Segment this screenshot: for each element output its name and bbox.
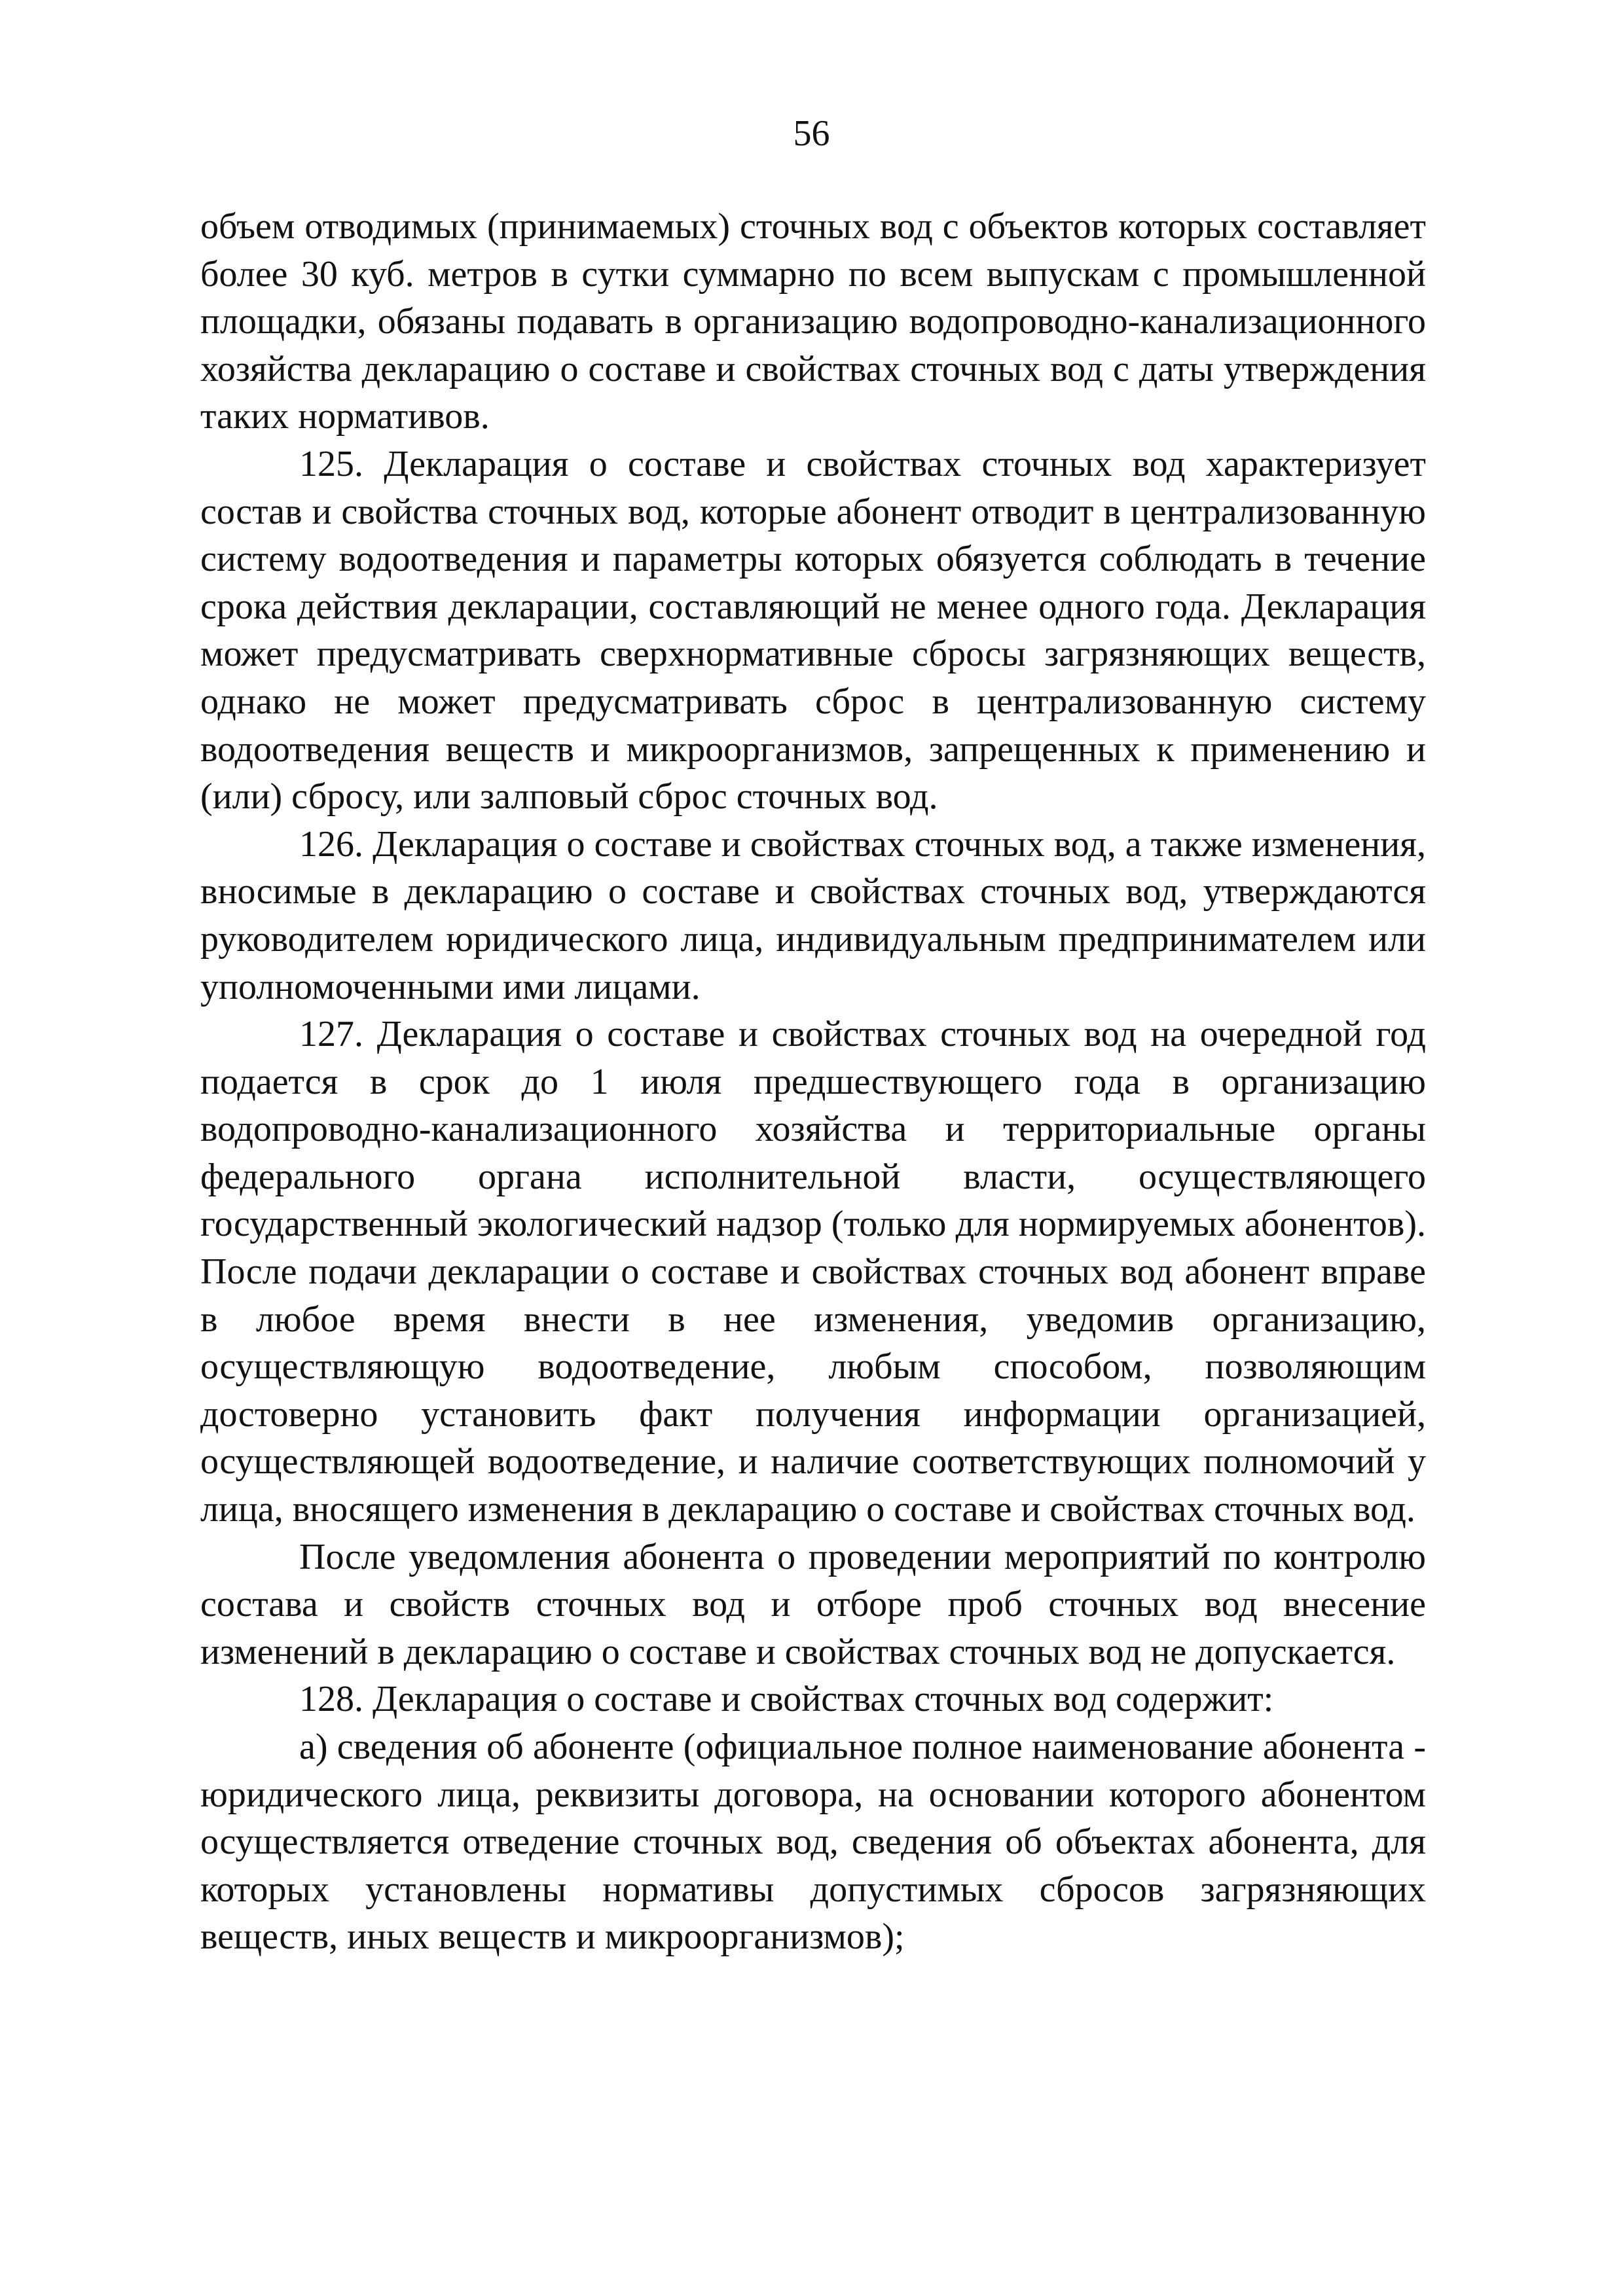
paragraph-128-item-a: а) сведения об абоненте (официальное полное наименование абонента - юридического лица, реквизиты договора, на основании которого абонентом осуществляется отведение сточных вод, сведения об объектах абонента, для которых установлены нормативы допустимых сбросов загрязняющих веществ, иных веществ и микроорганизмов); <box>200 1727 1426 1958</box>
paragraph-continuation: объем отводимых (принимаемых) сточных вод с объектов которых составляет более 30 куб. метров в сутки суммарно по всем выпускам с промышленной площадки, обязаны подавать в организацию водопроводно-канализационного хозяйства декларацию о составе и свойствах сточных вод с даты утверждения таких нормативов. <box>200 206 1426 437</box>
document-body <box>200 203 1426 1961</box>
paragraph-127: 127. Декларация о составе и свойствах сточных вод на очередной год подается в срок до 1 июля предшествующего года в организацию водопроводно-канализационного хозяйства и территориальные органы федерального органа исполнительной власти, осуществляющего государственный экологический надзор (только для нормируемых абонентов). После подачи декларации о составе и свойствах сточных вод абонент вправе в любое время внести в нее изменения, уведомив организацию, осуществляющую водоотведение, любым способом, позволяющим достоверно установить факт получения информации организацией, осуществляющей водоотведение, и наличие соответствующих полномочий у лица, вносящего изменения в декларацию о составе и свойствах сточных вод. <box>200 1014 1426 1530</box>
paragraph-127-continued: После уведомления абонента о проведении мероприятий по контролю состава и свойств сточных вод и отборе проб сточных вод внесение изменений в декларацию о составе и свойствах сточных вод не допускается. <box>200 1536 1426 1672</box>
paragraph-128: 128. Декларация о составе и свойствах сточных вод содержит: <box>299 1679 1274 1720</box>
paragraph-125: 125. Декларация о составе и свойствах сточных вод характеризует состав и свойства сточных вод, которые абонент отводит в централизованную систему водоотведения и параметры которых обязуется соблюдать в течение срока действия декларации, составляющий не менее одного года. Декларация может предусматривать сверхнормативные сбросы загрязняющих веществ, однако не может предусматривать сброс в централизованную систему водоотведения веществ и микроорганизмов, запрещенных к применению и (или) сбросу, или залповый сброс сточных вод. <box>200 443 1426 817</box>
paragraph-126: 126. Декларация о составе и свойствах сточных вод, а также изменения, вносимые в декларацию о составе и свойствах сточных вод, утверждаются руководителем юридического лица, индивидуальным предпринимателем или уполномоченными ими лицами. <box>200 823 1426 1007</box>
page-number: 56 <box>793 113 830 154</box>
